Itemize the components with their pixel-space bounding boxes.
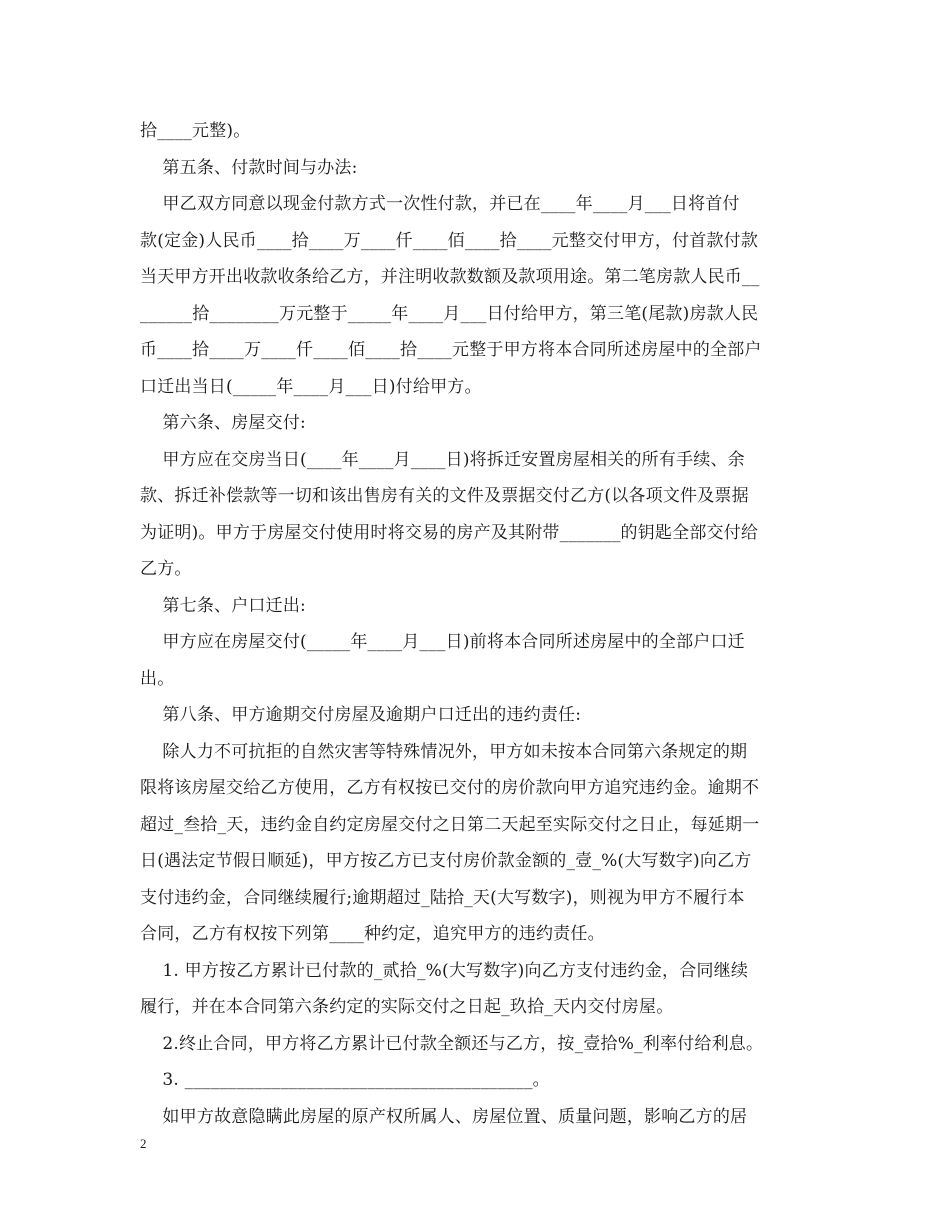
text-line: 甲乙双方同意以现金付款方式一次性付款，并已在____年____月___日将首付 <box>140 194 740 214</box>
text-line: 日(遇法定节假日顺延)，甲方按乙方已支付房价款金额的_壹_%(大写数字)向乙方 <box>140 851 752 871</box>
text-line: 如甲方故意隐瞒此房屋的原产权所属人、房屋位置、质量问题，影响乙方的居 <box>140 1106 748 1127</box>
list-item-3: 3. ________________________________________。 <box>140 1070 550 1090</box>
list-item-2: 2.终止合同，甲方将乙方累计已付款全额还与乙方，按_壹拾%_利率付给利息。 <box>140 1033 764 1054</box>
text-line: 拾____元整)。 <box>140 121 251 141</box>
text-line: 甲方应在房屋交付(_____年____月___日)前将本合同所述房屋中的全部户口迁 <box>140 632 745 652</box>
list-item-1: 1. 甲方按乙方累计已付款的_贰拾_%(大写数字)向乙方支付违约金，合同继续 <box>140 960 749 981</box>
text-line: 款、拆迁补偿款等一切和该出售房有关的文件及票据交付乙方(以各项文件及票据 <box>140 486 749 506</box>
text-line: 出。 <box>140 668 175 689</box>
text-line: 超过_叁拾_天，违约金自约定房屋交付之日第二天起至实际交付之日止，每延期一 <box>140 814 760 835</box>
text-line: ______拾________万元整于_____年____月___日付给甲方，第三笔(尾款)房款人民 <box>140 303 759 324</box>
text-line: 限将该房屋交给乙方使用，乙方有权按已交付的房价款向甲方追究违约金。逾期不 <box>140 778 760 798</box>
text-line: 为证明)。甲方于房屋交付使用时将交易的房产及其附带_______的钥匙全部交付给 <box>140 522 759 543</box>
section-heading-article-5: 第五条、付款时间与办法: <box>140 157 358 178</box>
section-heading-article-7: 第七条、户口迁出: <box>140 595 306 616</box>
text-line: 支付违约金，合同继续履行;逾期超过_陆拾_天(大写数字)，则视为甲方不履行本 <box>140 887 745 908</box>
section-heading-article-8: 第八条、甲方逾期交付房屋及逾期户口迁出的违约责任: <box>140 705 582 725</box>
text-line: 款(定金)人民币____拾____万____仟____佰____拾____元整交付甲方，付首款付款 <box>140 230 759 251</box>
text-line: 当天甲方开出收款收条给乙方，并注明收款数额及款项用途。第二笔房款人民币__ <box>140 267 760 287</box>
page-number: 2 <box>140 1136 147 1151</box>
text-line: 除人力不可抗拒的自然灾害等特殊情况外，甲方如未按本合同第六条规定的期 <box>140 741 748 762</box>
text-line: 合同，乙方有权按下列第____种约定，追究甲方的违约责任。 <box>140 924 605 944</box>
text-line: 履行，并在本合同第六条约定的实际交付之日起_玖拾_天内交付房屋。 <box>140 997 674 1017</box>
text-line: 币____拾____万____仟____佰____拾____元整于甲方将本合同所述房屋中的全部户 <box>140 340 762 360</box>
document-body <box>140 113 812 1135</box>
text-line: 口迁出当日(_____年____月___日)付给甲方。 <box>140 376 482 397</box>
text-line: 乙方。 <box>140 559 192 579</box>
section-heading-article-6: 第六条、房屋交付: <box>140 413 306 433</box>
text-line: 甲方应在交房当日(____年____月____日)将拆迁安置房屋相关的所有手续、余 <box>140 449 745 470</box>
